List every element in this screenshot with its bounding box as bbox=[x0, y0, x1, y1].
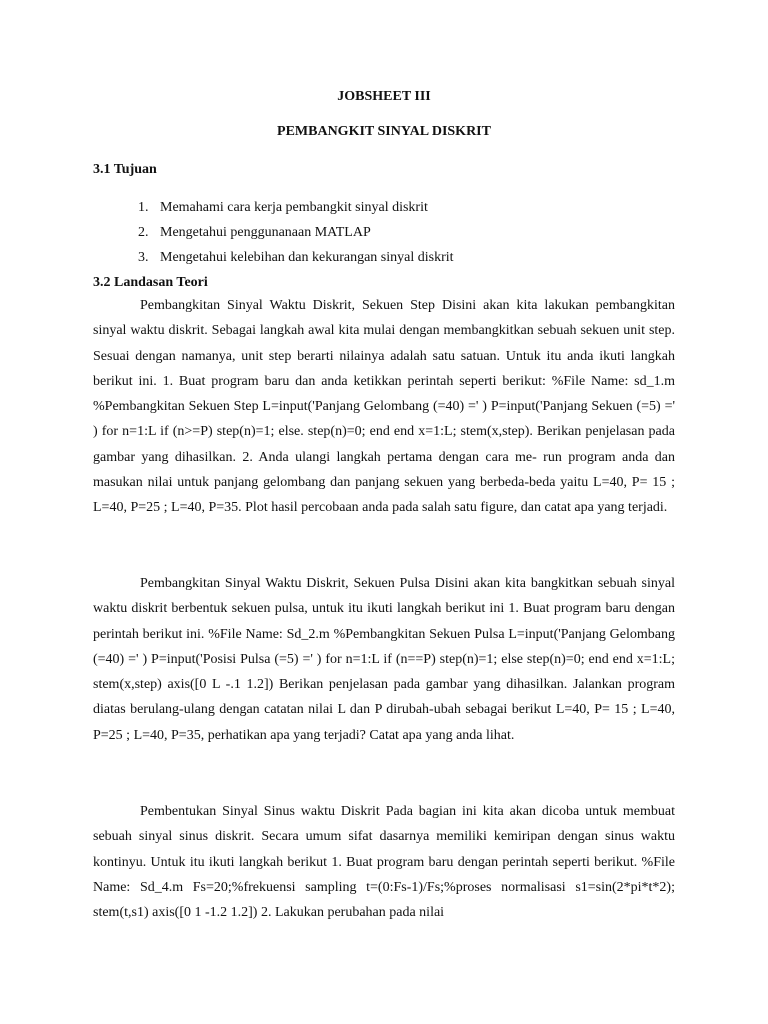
list-item-text: Mengetahui penggunanaan MATLAP bbox=[160, 225, 371, 240]
document-subtitle: PEMBANGKIT SINYAL DISKRIT bbox=[277, 124, 491, 139]
document-title: JOBSHEET III bbox=[337, 89, 431, 104]
section-heading-tujuan: 3.1 Tujuan bbox=[93, 162, 157, 177]
list-item-number: 3. bbox=[138, 250, 149, 265]
paragraph-sekuen-pulsa: Pembangkitan Sinyal Waktu Diskrit, Sekuen Pulsa Disini akan kita bangkitkan sebuah sinyal waktu diskrit berbentuk sekuen pulsa, untuk itu ikuti langkah berikut ini 1. Buat program baru dengan perintah berikut ini. %File Name: Sd_2.m %Pembangkitan Sekuen Pulsa L=input('Panjang Gelombang (=40) =' ) P=input('Posisi Pulsa (=5) =' ) for n=1:L if (n==P) step(n)=1; else step(n)=0; end end x=1:L; stem(x,step) axis([0 L -.1 1.2]) Berikan penjelasan pada gambar yang dihasilkan. Jalankan program diatas berulang-ulang dengan catatan nilai L dan P dirubah-ubah sebagai berikut L=40, P= 15 ; L=40, P=25 ; L=40, P=35, perhatikan apa yang terjadi? Catat apa yang anda lihat. bbox=[93, 576, 675, 743]
paragraph-sekuen-step: Pembangkitan Sinyal Waktu Diskrit, Sekuen Step Disini akan kita lakukan pembangkitan sinyal waktu diskrit. Sebagai langkah awal kita mulai dengan membangkitkan sebuah sekuen unit step. Sesuai dengan namanya, unit step berarti nilainya adalah satu satuan. Untuk itu anda ikuti langkah berikut ini. 1. Buat program baru dan anda ketikkan perintah seperti berikut: %File Name: sd_1.m %Pembangkitan Sekuen Step L=input('Panjang Gelombang (=40) =' ) P=input('Panjang Sekuen (=5) =' ) for n=1:L if (n>=P) step(n)=1; else. step(n)=0; end end x=1:L; stem(x,step). Berikan penjelasan pada gambar yang dihasilkan. 2. Anda ulangi langkah pertama dengan cara me- run program anda dan masukan nilai untuk panjang gelombang dan panjang sekuen yang berbeda-beda yaitu L=40, P= 15 ; L=40, P=25 ; L=40, P=35. Plot hasil percobaan anda pada salah satu figure, dan catat apa yang terjadi. bbox=[93, 298, 675, 516]
list-item-text: Mengetahui kelebihan dan kekurangan sinyal diskrit bbox=[160, 250, 454, 265]
section-heading-landasan-teori: 3.2 Landasan Teori bbox=[93, 275, 208, 290]
list-item-number: 2. bbox=[138, 225, 149, 240]
list-item-number: 1. bbox=[138, 200, 149, 215]
list-item-text: Memahami cara kerja pembangkit sinyal diskrit bbox=[160, 200, 428, 215]
paragraph-sinyal-sinus: Pembentukan Sinyal Sinus waktu Diskrit Pada bagian ini kita akan dicoba untuk membuat sebuah sinyal sinus diskrit. Secara umum sifat dasarnya memiliki kemiripan dengan sinus waktu kontinyu. Untuk itu ikuti langkah berikut 1. Buat program baru dengan perintah seperti berikut. %File Name: Sd_4.m Fs=20;%frekuensi sampling t=(0:Fs-1)/Fs;%proses normalisasi s1=sin(2*pi*t*2); stem(t,s1) axis([0 1 -1.2 1.2]) 2. Lakukan perubahan pada nilai bbox=[93, 804, 675, 921]
